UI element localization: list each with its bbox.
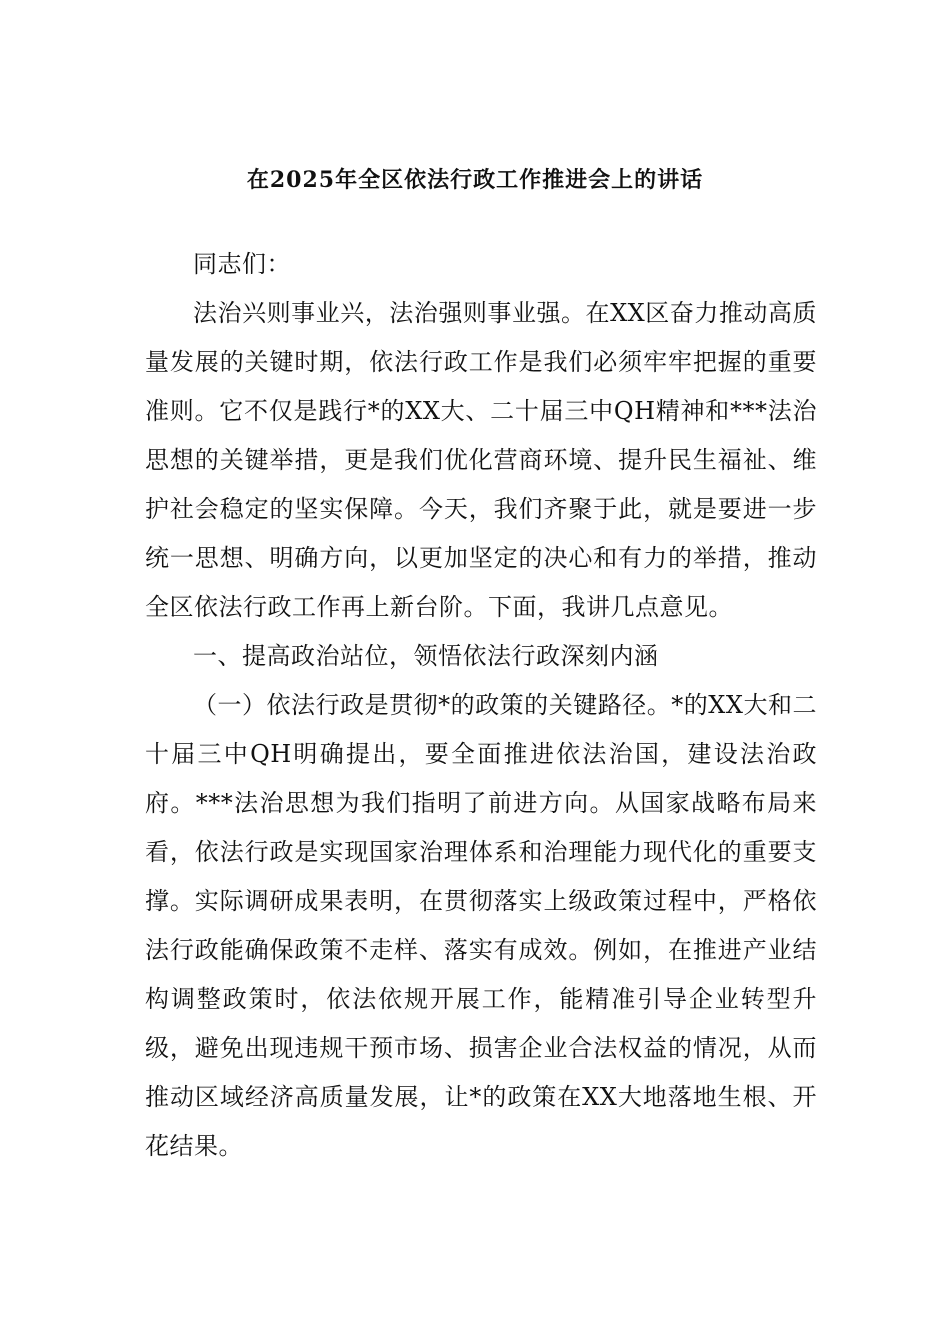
section-heading-1: 一、提高政治站位，领悟依法行政深刻内涵 — [193, 642, 659, 670]
greeting: 同志们： — [193, 250, 291, 278]
document-body — [145, 240, 817, 1171]
subsection-paragraph-1: （一）依法行政是贯彻*的政策的关键路径。*的XX大和二十届三中QH明确提出，要全面推进依法治国，建设法治政府。***法治思想为我们指明了前进方向。从国家战略布局来看，依法行政是实现国家治理体系和治理能力现代化的重要支撑。实际调研成果表明，在贯彻落实上级政策过程中，严格依法行政能确保政策不走样、落实有成效。例如，在推进产业结构调整政策时，依法依规开展工作，能精准引导企业转型升级，避免出现违规干预市场、损害企业合法权益的情况，从而推动区域经济高质量发展，让*的政策在XX大地落地生根、开花结果。 — [145, 691, 817, 1160]
paragraph-intro: 法治兴则事业兴，法治强则事业强。在XX区奋力推动高质量发展的关键时期，依法行政工作是我们必须牢牢把握的重要准则。它不仅是践行*的XX大、二十届三中QH精神和***法治思想的关键举措，更是我们优化营商环境、提升民生福祉、维护社会稳定的坚实保障。今天，我们齐聚于此，就是要进一步统一思想、明确方向，以更加坚定的决心和有力的举措，推动全区依法行政工作再上新台阶。下面，我讲几点意见。 — [145, 299, 817, 621]
document-title: 在2025年全区依法行政工作推进会上的讲话 — [246, 167, 704, 193]
